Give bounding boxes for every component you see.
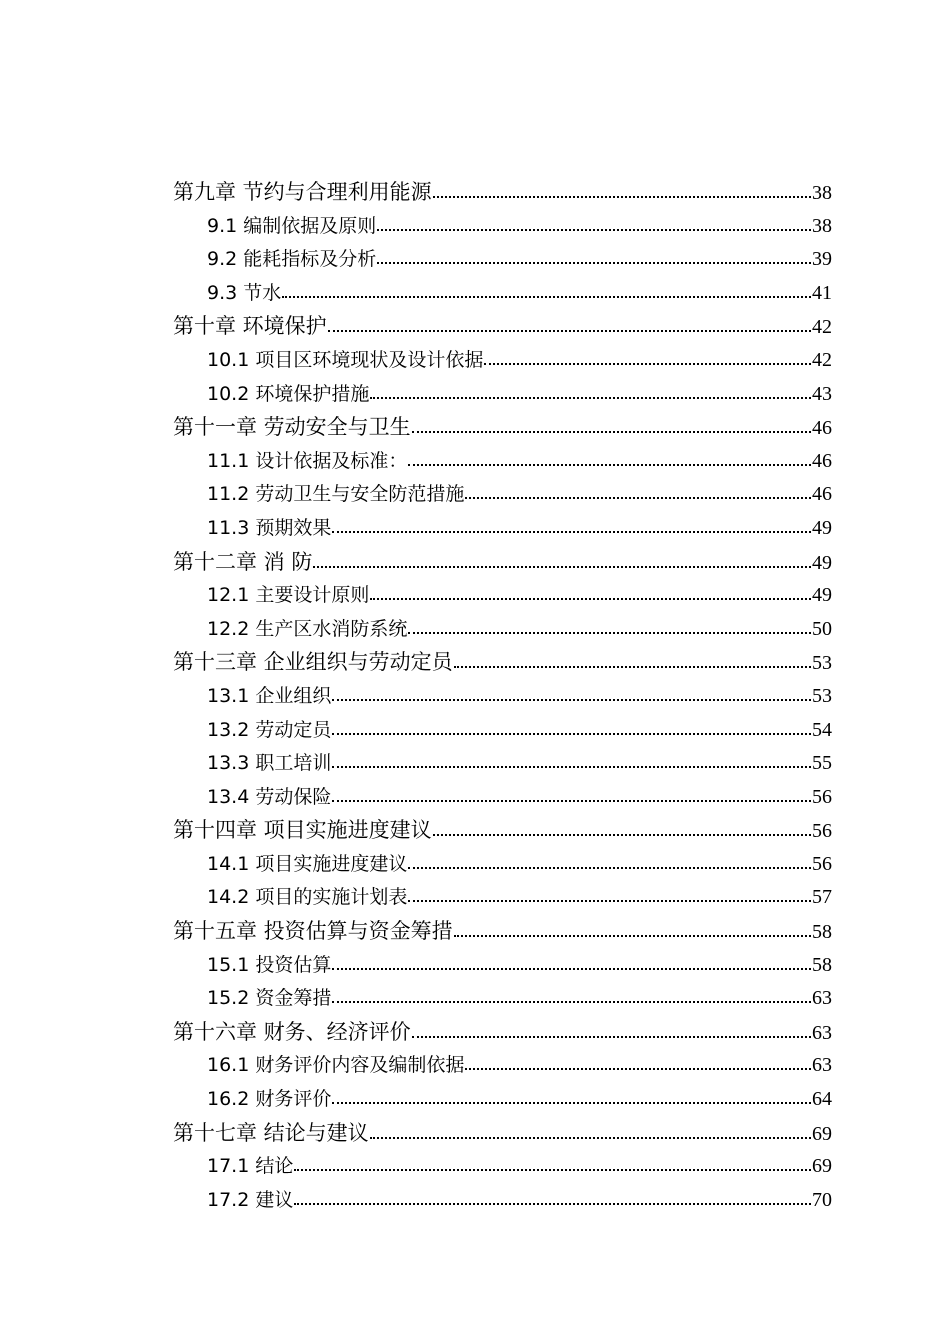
toc-chapter-entry[interactable] bbox=[173, 176, 832, 210]
toc-section-entry[interactable] bbox=[173, 478, 832, 512]
toc-entry-title: 13.1 企业组织 bbox=[207, 684, 332, 707]
toc-page-number: 38 bbox=[812, 214, 832, 237]
toc-dot-leader bbox=[408, 884, 811, 903]
toc-section-entry[interactable] bbox=[173, 579, 832, 613]
toc-page-number: 46 bbox=[812, 449, 832, 472]
toc-page-number: 57 bbox=[812, 886, 832, 909]
toc-section-entry[interactable] bbox=[173, 881, 832, 915]
toc-dot-leader bbox=[412, 1018, 811, 1039]
toc-dot-leader bbox=[328, 312, 811, 333]
toc-entry-title: 第十七章 结论与建议 bbox=[173, 1120, 369, 1145]
toc-entry-title: 11.3 预期效果 bbox=[207, 516, 332, 539]
toc-chapter-entry[interactable] bbox=[173, 310, 832, 344]
toc-page-number: 53 bbox=[812, 684, 832, 707]
toc-entry-title: 第十一章 劳动安全与卫生 bbox=[173, 415, 411, 440]
toc-section-entry[interactable] bbox=[173, 848, 832, 882]
toc-entry-title: 10.1 项目区环境现状及设计依据 bbox=[207, 348, 484, 371]
toc-page-number: 54 bbox=[812, 718, 832, 741]
toc-page-number: 56 bbox=[812, 852, 832, 875]
toc-entry-title: 17.2 建议 bbox=[207, 1188, 294, 1211]
toc-entry-title: 15.1 投资估算 bbox=[207, 953, 332, 976]
toc-chapter-entry[interactable] bbox=[173, 814, 832, 848]
toc-dot-leader bbox=[465, 481, 811, 500]
toc-page-number: 50 bbox=[812, 617, 832, 640]
toc-chapter-entry[interactable] bbox=[173, 1117, 832, 1151]
toc-entry-title: 13.4 劳动保险 bbox=[207, 785, 332, 808]
toc-dot-leader bbox=[332, 784, 811, 803]
toc-section-entry[interactable] bbox=[173, 1083, 832, 1117]
toc-entry-title: 第十章 环境保护 bbox=[173, 314, 327, 339]
toc-page-number: 39 bbox=[812, 248, 832, 271]
toc-dot-leader bbox=[408, 851, 811, 870]
toc-entry-title: 第九章 节约与合理利用能源 bbox=[173, 180, 432, 204]
toc-dot-leader bbox=[408, 448, 811, 467]
toc-entry-title: 第十二章 消 防 bbox=[173, 549, 313, 574]
toc-page-number: 53 bbox=[812, 652, 832, 675]
toc-section-entry[interactable] bbox=[173, 1150, 832, 1184]
toc-dot-leader bbox=[454, 648, 811, 669]
toc-page-number: 38 bbox=[812, 182, 832, 204]
toc-page-number: 55 bbox=[812, 752, 832, 775]
toc-dot-leader bbox=[412, 413, 811, 434]
toc-page-number: 69 bbox=[812, 1122, 832, 1145]
toc-chapter-entry[interactable] bbox=[173, 1016, 832, 1050]
toc-page-number: 64 bbox=[812, 1088, 832, 1111]
toc-page-number: 46 bbox=[812, 417, 832, 440]
toc-entry-title: 12.1 主要设计原则 bbox=[207, 584, 370, 607]
toc-dot-leader bbox=[370, 381, 811, 400]
toc-dot-leader bbox=[332, 717, 811, 736]
toc-dot-leader bbox=[465, 1052, 811, 1071]
toc-section-entry[interactable] bbox=[173, 982, 832, 1016]
toc-dot-leader bbox=[408, 616, 811, 635]
toc-dot-leader bbox=[332, 750, 811, 769]
toc-dot-leader bbox=[377, 213, 811, 232]
toc-dot-leader bbox=[370, 1119, 811, 1140]
toc-entry-title: 11.2 劳动卫生与安全防范措施 bbox=[207, 483, 465, 506]
toc-section-entry[interactable] bbox=[173, 781, 832, 815]
toc-page-number: 70 bbox=[812, 1188, 832, 1211]
toc-dot-leader bbox=[294, 1153, 811, 1172]
toc-entry-title: 13.3 职工培训 bbox=[207, 752, 332, 775]
toc-page-number: 43 bbox=[812, 382, 832, 405]
toc-entry-title: 17.1 结论 bbox=[207, 1155, 294, 1178]
toc-entry-title: 10.2 环境保护措施 bbox=[207, 382, 370, 405]
toc-entry-title: 第十六章 财务、经济评价 bbox=[173, 1019, 411, 1044]
toc-page-number: 56 bbox=[812, 820, 832, 843]
toc-section-entry[interactable] bbox=[173, 344, 832, 378]
toc-dot-leader bbox=[370, 582, 811, 601]
toc-entry-title: 9.2 能耗指标及分析 bbox=[207, 248, 377, 271]
toc-entry-title: 14.2 项目的实施计划表 bbox=[207, 886, 408, 909]
toc-dot-leader bbox=[294, 1187, 811, 1206]
toc-chapter-entry[interactable] bbox=[173, 546, 832, 580]
toc-section-entry[interactable] bbox=[173, 1184, 832, 1218]
toc-dot-leader bbox=[332, 683, 811, 702]
toc-section-entry[interactable] bbox=[173, 714, 832, 748]
toc-page-number: 49 bbox=[812, 551, 832, 574]
toc-entry-title: 15.2 资金筹措 bbox=[207, 987, 332, 1010]
toc-entry-title: 第十五章 投资估算与资金筹措 bbox=[173, 919, 453, 944]
toc-dot-leader bbox=[282, 280, 811, 299]
toc-entry-title: 14.1 项目实施进度建议 bbox=[207, 852, 408, 875]
toc-page-number: 58 bbox=[812, 953, 832, 976]
toc-entry-title: 第十四章 项目实施进度建议 bbox=[173, 818, 432, 843]
toc-section-entry[interactable] bbox=[173, 277, 832, 311]
toc-entry-title: 16.1 财务评价内容及编制依据 bbox=[207, 1054, 465, 1077]
toc-entry-title: 第十三章 企业组织与劳动定员 bbox=[173, 650, 453, 675]
toc-page-number: 49 bbox=[812, 584, 832, 607]
toc-section-entry[interactable] bbox=[173, 613, 832, 647]
toc-page-number: 49 bbox=[812, 516, 832, 539]
toc-section-entry[interactable] bbox=[173, 949, 832, 983]
toc-entry-title: 12.2 生产区水消防系统 bbox=[207, 617, 408, 640]
toc-page-number: 41 bbox=[812, 281, 832, 304]
toc-page-number: 63 bbox=[812, 987, 832, 1010]
toc-page-number: 46 bbox=[812, 483, 832, 506]
toc-page-number: 42 bbox=[812, 348, 832, 371]
toc-dot-leader bbox=[433, 816, 811, 837]
toc-dot-leader bbox=[313, 548, 811, 569]
toc-page-number: 58 bbox=[812, 921, 832, 944]
toc-page-number: 63 bbox=[812, 1054, 832, 1077]
toc-dot-leader bbox=[332, 952, 811, 971]
toc-chapter-entry[interactable] bbox=[173, 646, 832, 680]
toc-section-entry[interactable] bbox=[173, 747, 832, 781]
toc-dot-leader bbox=[454, 917, 811, 938]
toc-dot-leader bbox=[332, 1086, 811, 1105]
toc-section-entry[interactable] bbox=[173, 210, 832, 244]
toc-page-number: 56 bbox=[812, 785, 832, 808]
toc-entry-title: 9.1 编制依据及原则 bbox=[207, 214, 377, 237]
toc-section-entry[interactable] bbox=[173, 512, 832, 546]
toc-page-number: 63 bbox=[812, 1021, 832, 1044]
toc-entry-title: 9.3 节水 bbox=[207, 281, 282, 304]
toc-section-entry[interactable] bbox=[173, 1049, 832, 1083]
toc-section-entry[interactable] bbox=[173, 445, 832, 479]
table-of-contents bbox=[173, 176, 832, 1217]
toc-entry-title: 16.2 财务评价 bbox=[207, 1088, 332, 1111]
toc-dot-leader bbox=[332, 515, 811, 534]
toc-dot-leader bbox=[433, 178, 811, 199]
toc-dot-leader bbox=[484, 347, 811, 366]
toc-chapter-entry[interactable] bbox=[173, 915, 832, 949]
toc-dot-leader bbox=[332, 985, 811, 1004]
toc-entry-title: 13.2 劳动定员 bbox=[207, 718, 332, 741]
toc-section-entry[interactable] bbox=[173, 378, 832, 412]
toc-chapter-entry[interactable] bbox=[173, 411, 832, 445]
toc-section-entry[interactable] bbox=[173, 680, 832, 714]
toc-dot-leader bbox=[377, 246, 811, 265]
toc-page-number: 42 bbox=[812, 316, 832, 339]
toc-section-entry[interactable] bbox=[173, 243, 832, 277]
toc-entry-title: 11.1 设计依据及标准： bbox=[207, 449, 408, 472]
toc-page-number: 69 bbox=[812, 1155, 832, 1178]
